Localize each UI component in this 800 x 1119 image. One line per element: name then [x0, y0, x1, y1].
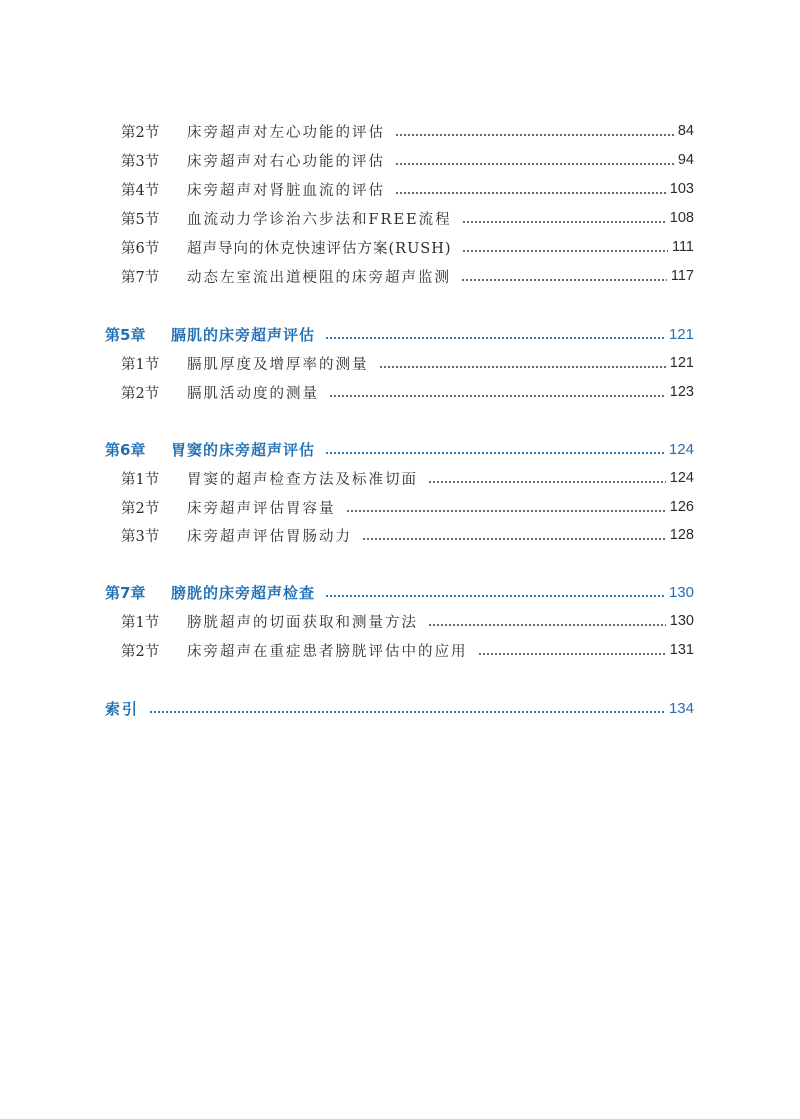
chapter-title: 胃窦的床旁超声评估 — [171, 440, 316, 459]
toc-chapter-row — [0, 437, 800, 461]
dot-leader — [395, 163, 674, 165]
dot-leader — [428, 481, 666, 483]
page-number: 111 — [671, 239, 694, 255]
page-number: 121 — [668, 325, 694, 343]
section-title: 血流动力学诊治六步法和FREE流程 — [187, 211, 452, 228]
page-number: 130 — [669, 613, 694, 629]
section-number: 第1节 — [121, 614, 160, 631]
dot-leader — [462, 250, 668, 252]
dot-leader — [379, 366, 666, 368]
section-title: 床旁超声对肾脏血流的评估 — [187, 182, 385, 199]
dot-leader — [362, 538, 666, 540]
page-number: 131 — [669, 642, 694, 658]
toc-section-row — [0, 638, 800, 662]
section-title: 膀胱超声的切面获取和测量方法 — [187, 614, 418, 631]
section-title: 床旁超声对左心功能的评估 — [187, 124, 385, 141]
page-number: 128 — [669, 527, 694, 543]
toc-section-row — [0, 609, 800, 633]
chapter-title: 膈肌的床旁超声评估 — [171, 325, 316, 344]
toc-section-row — [0, 235, 800, 259]
section-number: 第2节 — [121, 385, 160, 402]
toc-section-row — [0, 119, 800, 143]
section-number: 第7节 — [121, 269, 160, 286]
chapter-number: 第7章 — [105, 583, 146, 602]
section-number: 第2节 — [121, 500, 160, 517]
dot-leader — [461, 279, 667, 281]
chapter-title: 膀胱的床旁超声检查 — [171, 583, 316, 602]
dot-leader — [478, 653, 666, 655]
toc-section-row — [0, 177, 800, 201]
page-number: 94 — [677, 152, 694, 168]
section-number: 第3节 — [121, 153, 160, 170]
toc-section-row — [0, 264, 800, 288]
dot-leader — [462, 221, 666, 223]
section-title: 胃窦的超声检查方法及标准切面 — [187, 471, 418, 488]
toc-section-row — [0, 495, 800, 519]
section-number: 第2节 — [121, 643, 160, 660]
section-number: 第5节 — [121, 211, 160, 228]
section-number: 第1节 — [121, 356, 160, 373]
section-title: 超声导向的休克快速评估方案(RUSH) — [187, 240, 452, 257]
section-title: 膈肌厚度及增厚率的测量 — [187, 356, 369, 373]
chapter-number: 第5章 — [105, 325, 146, 344]
dot-leader — [395, 134, 674, 136]
section-number: 第4节 — [121, 182, 160, 199]
page-number: 103 — [669, 181, 694, 197]
dot-leader — [325, 595, 665, 597]
toc-chapter-row — [0, 580, 800, 604]
toc-section-row — [0, 466, 800, 490]
dot-leader — [428, 624, 666, 626]
page-number: 134 — [668, 699, 694, 717]
toc-section-row — [0, 523, 800, 547]
dot-leader — [329, 395, 666, 397]
page-number: 117 — [670, 268, 694, 284]
page-number: 124 — [669, 470, 694, 486]
dot-leader — [395, 192, 666, 194]
page-number: 130 — [668, 583, 694, 601]
page-number: 123 — [669, 384, 694, 400]
section-number: 第3节 — [121, 528, 160, 545]
toc-section-row — [0, 206, 800, 230]
section-title: 膈肌活动度的测量 — [187, 385, 319, 402]
section-title: 床旁超声在重症患者膀胱评估中的应用 — [187, 643, 468, 660]
page-number: 84 — [677, 123, 694, 139]
page-number: 124 — [668, 440, 694, 458]
toc-section-row — [0, 148, 800, 172]
section-number: 第2节 — [121, 124, 160, 141]
toc-section-row — [0, 380, 800, 404]
dot-leader — [325, 452, 665, 454]
dot-leader — [149, 711, 665, 713]
section-title: 床旁超声对右心功能的评估 — [187, 153, 385, 170]
section-number: 第6节 — [121, 240, 160, 257]
page-number: 108 — [669, 210, 694, 226]
section-title: 动态左室流出道梗阻的床旁超声监测 — [187, 269, 451, 286]
toc-chapter-row — [0, 322, 800, 346]
chapter-number: 第6章 — [105, 440, 146, 459]
section-number: 第1节 — [121, 471, 160, 488]
dot-leader — [346, 510, 666, 512]
dot-leader — [325, 337, 665, 339]
section-title: 床旁超声评估胃肠动力 — [187, 528, 352, 545]
toc-index-row — [0, 696, 800, 720]
page-number: 126 — [669, 499, 694, 515]
section-title: 床旁超声评估胃容量 — [187, 500, 336, 517]
toc-section-row — [0, 351, 800, 375]
index-title: 索引 — [105, 699, 140, 718]
page-number: 121 — [669, 355, 694, 371]
